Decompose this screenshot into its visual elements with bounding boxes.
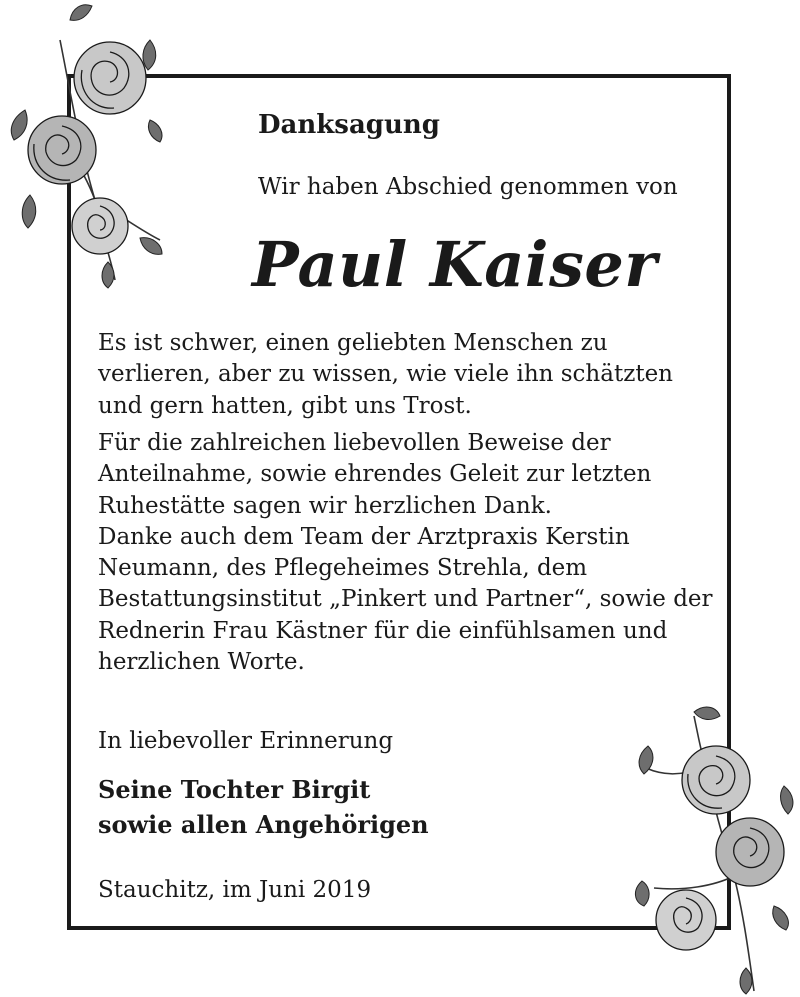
rose-bouquet-icon — [634, 706, 800, 997]
rose-bouquet-icon — [0, 0, 175, 290]
paragraph-consolation — [98, 328, 728, 422]
signature-line: sowie allen Angehörigen — [98, 810, 429, 839]
text-line: Bestattungsinstitut „Pinkert und Partner“, sowie der — [98, 586, 713, 613]
text-line: Danke auch dem Team der Arztpraxis Kerstin — [98, 523, 630, 550]
signature-block — [98, 772, 429, 842]
text-line: Neumann, des Pflegeheimes Strehla, dem — [98, 555, 588, 582]
text-line: Es ist schwer, einen geliebten Menschen zu — [98, 330, 608, 356]
paragraph-thanks — [98, 428, 728, 678]
notice-heading: Danksagung — [258, 110, 440, 140]
memory-line: In liebevoller Erinnerung — [98, 728, 394, 754]
intro-text: Wir haben Abschied genommen von — [258, 174, 678, 200]
place-date: Stauchitz, im Juni 2019 — [98, 877, 372, 903]
deceased-name: Paul Kaiser — [252, 228, 658, 301]
text-line: herzlichen Worte. — [98, 649, 305, 676]
text-line: Für die zahlreichen liebevollen Beweise der — [98, 430, 611, 456]
text-line: verlieren, aber zu wissen, wie viele ihn schätzten — [98, 361, 673, 388]
text-line: und gern hatten, gibt uns Trost. — [98, 392, 472, 419]
text-line: Rednerin Frau Kästner für die einfühlsamen und — [98, 617, 668, 644]
text-line: Ruhestätte sagen wir herzlichen Dank. — [98, 492, 552, 519]
signature-line: Seine Tochter Birgit — [98, 775, 371, 804]
text-line: Anteilnahme, sowie ehrendes Geleit zur letzten — [98, 461, 652, 488]
